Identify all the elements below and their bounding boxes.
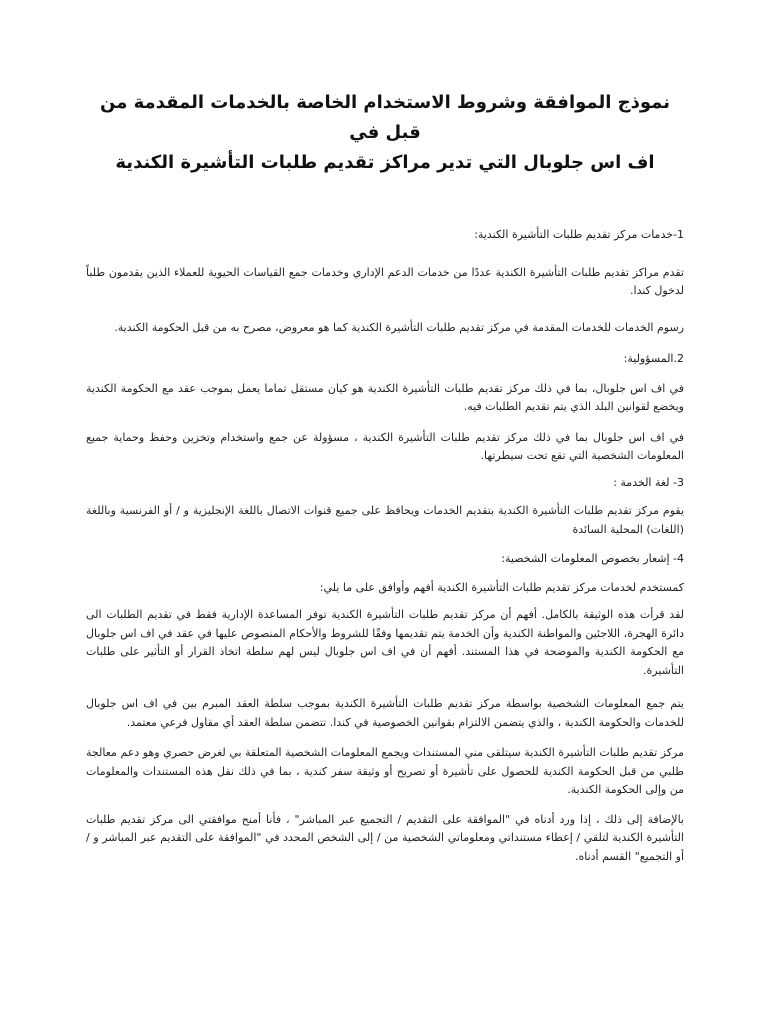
paragraph-service-language: يقوم مركز تقديم طلبات التأشيرة الكندية بتقديم الخدمات ويحافظ على جميع قنوات الاتصال باللغة الإنجليزية و / أو الفرنسية وباللغة (اللغات) المحلية السائدة: [86, 504, 684, 536]
paragraph-consent-delivery: بالإضافة إلى ذلك ، إذا ورد أدناه في "الموافقة على التقديم / التجميع عبر المباشر" ، فأنا أمنح موافقتي الى مركز تقديم طلبات التأشيرة الكندية لتلقي / إعطاء مستنداتي ومعلوماتي الشخصية من / إلى الشخص المحدد في "الموافقة على التقديم عبر المباشر و / أو التجميع" القسم أدناه.: [86, 812, 684, 863]
paragraph-data-collection-authority: يتم جمع المعلومات الشخصية بواسطة مركز تقديم طلبات التأشيرة الكندية بموجب سلطة العقد المبرم بين في اف اس جلوبال للخدمات والحكومة الكندية ، والذي يتضمن الالتزام بقوانين الخصوصية في كندا. تتضمن سلطة العقد أي مقاول فرعي معتمد.: [86, 697, 684, 729]
section-heading-responsibility: 2.المسؤولية:: [623, 352, 684, 365]
paragraph-independent-entity: في اف اس جلوبال، بما في ذلك مركز تقديم طلبات التأشيرة الكندية هو كيان مستقل تماما يعمل بموجب عقد مع الحكومة الكندية ويخضع لقوانين البلد الذي يتم تقديم الطلبات فيه.: [86, 381, 684, 413]
paragraph-service-fees: رسوم الخدمات للخدمات المقدمة في مركز تقديم طلبات التأشيرة الكندية كما هو معروض، مصرح به من قبل الحكومة الكندية.: [114, 320, 684, 334]
section-heading-privacy-notice: 4- إشعار بخصوص المعلومات الشخصية:: [501, 552, 684, 565]
section-heading-service-language: 3- لغة الخدمة :: [613, 475, 684, 489]
paragraph-data-responsibility: في اف اس جلوبال بما في ذلك مركز تقديم طلبات التأشيرة الكندية ، مسؤولة عن جمع واستخدام وتخزين وحفظ وحماية جميع المعلومات الشخصية التي تقع تحت سيطرتها.: [86, 430, 684, 462]
document-body: [86, 88, 684, 866]
paragraph-services-description: تقدم مراكز تقديم طلبات التأشيرة الكندية عددًا من خدمات الدعم الإداري وخدمات جمع القياسات الحيوية للعملاء الذين يقدمون طلباً لدخول كندا.: [86, 265, 684, 297]
title-line-1: نموذج الموافقة وشروط الاستخدام الخاصة بالخدمات المقدمة من قبل في: [100, 92, 670, 143]
paragraph-read-document: لقد قرأت هذه الوثيقة بالكامل. أفهم أن مركز تقديم طلبات التأشيرة الكندية توفر المساعدة الإدارية فقط في تقديم الطلبات الى دائرة الهجرة، اللاجئين والمواطنة الكندية وأن الخدمة يتم تقديمها وفقًا للشروط والأحكام المنصوص عليها في عقد في اف اس جلوبال مع الحكومة الكندية والموضحة في هذا المستند. أفهم أن في اف اس جلوبال ليس لهم سلطة اتخاذ القرار أو التأثير على طلبات التأشيرة.: [86, 608, 684, 677]
title-line-2: اف اس جلوبال التي تدير مراكز تقديم طلبات التأشيرة الكندية: [115, 152, 655, 173]
section-heading-services: 1-خدمات مركز تقديم طلبات التأشيرة الكندية:: [474, 228, 684, 241]
paragraph-document-processing: مركز تقديم طلبات التأشيرة الكندية سيتلقى مني المستندات ويجمع المعلومات الشخصية المتعلقة بي لغرض حصري وهو دعم معالجة طلبي من قبل الحكومة الكندية للحصول على تأشيرة أو تصريح أو وثيقة سفر كندية ، بما في ذلك نقل هذه المستندات والمعلومات من وإلى الحكومة الكندية.: [86, 746, 684, 796]
paragraph-user-agreement-intro: كمستخدم لخدمات مركز تقديم طلبات التأشيرة الكندية أفهم وأوافق على ما يلي:: [319, 580, 684, 594]
document-title: [86, 88, 684, 178]
